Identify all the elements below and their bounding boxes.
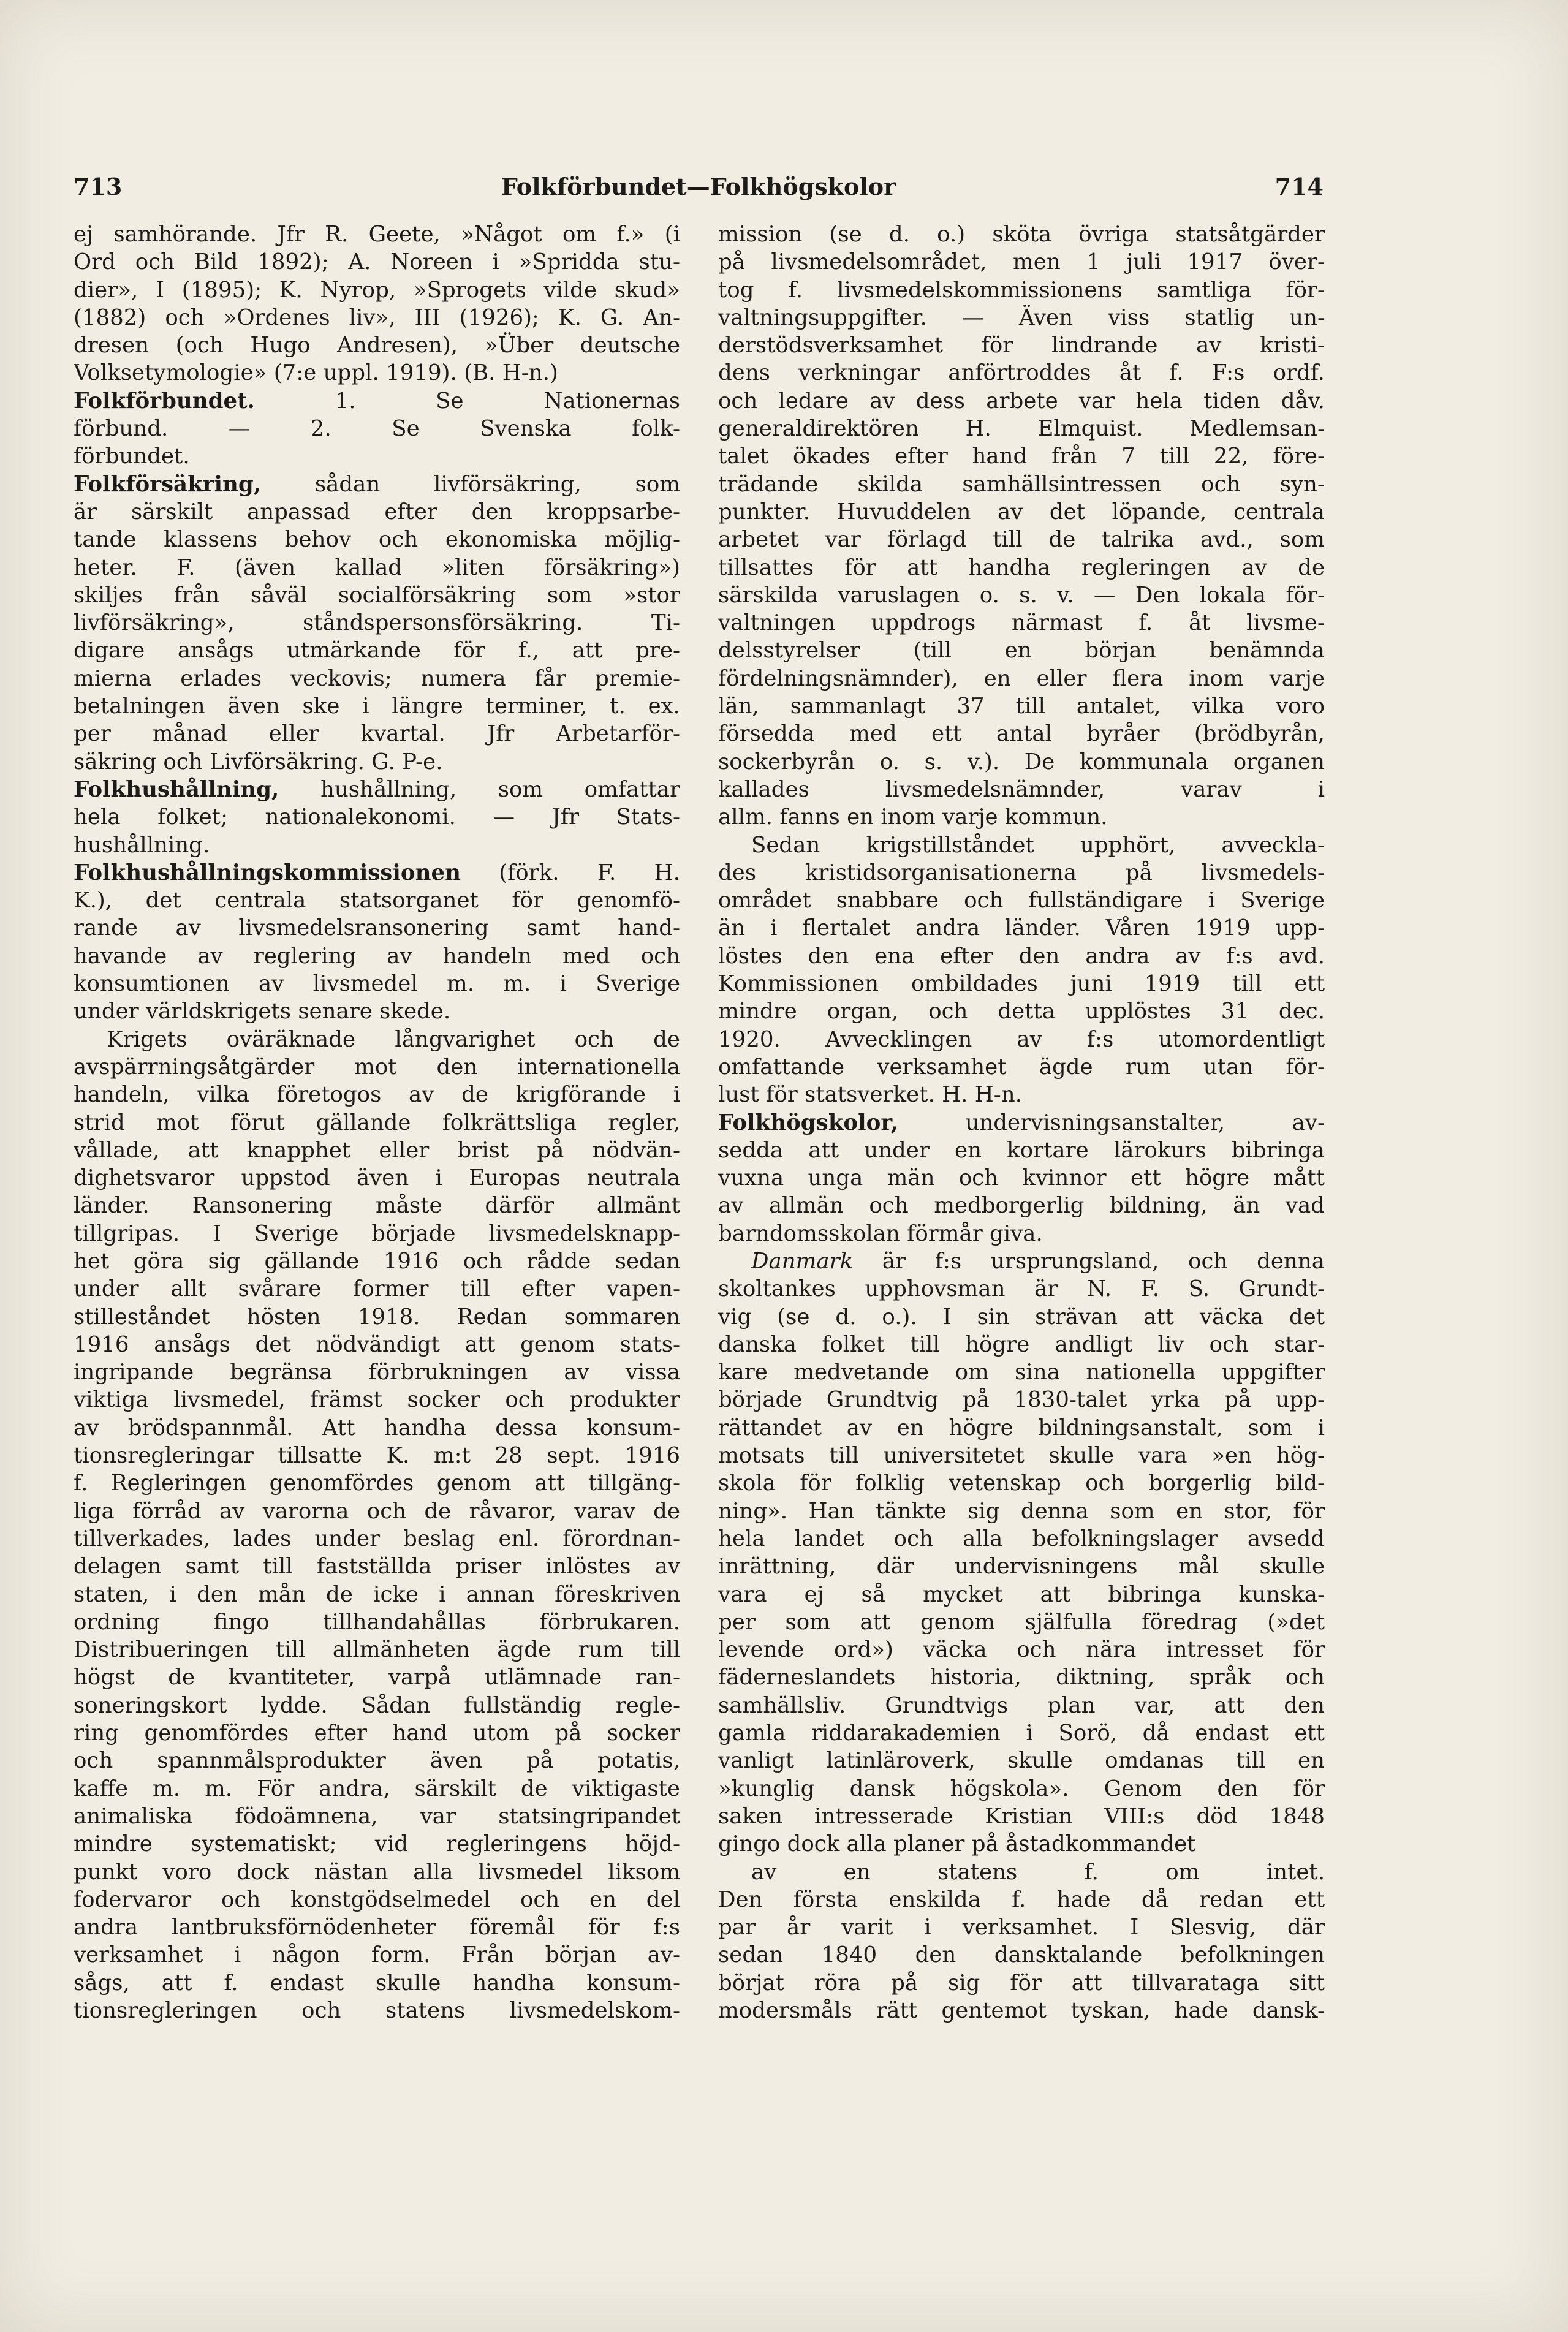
- text-line: het göra sig gällande 1916 och rådde sedan: [74, 1248, 680, 1274]
- text-line: saken intresserade Kristian VIII:s död 1848: [718, 1803, 1325, 1829]
- text-line: (1882) och »Ordenes liv», III (1926); K. G. An-: [74, 305, 680, 330]
- text-line: skiljes från såväl socialförsäkring som »stor: [74, 582, 680, 608]
- text-line: länder. Ransonering måste därför allmänt: [74, 1193, 680, 1219]
- text-line: ring genomfördes efter hand utom på socker: [74, 1721, 680, 1746]
- page-number-right: 714: [1274, 173, 1324, 200]
- text-line: fäderneslandets historia, diktning, språk och: [718, 1665, 1325, 1690]
- text-line: tionsregleringen och statens livsmedelskom-: [74, 1998, 680, 2023]
- text-line: »kunglig dansk högskola». Genom den för: [718, 1776, 1325, 1801]
- text-line: handeln, vilka företogos av de krigförande i: [74, 1082, 680, 1108]
- text-line: motsats till universitetet skulle vara »en hög-: [718, 1443, 1325, 1469]
- text-line: verksamhet i någon form. Från början av-: [74, 1942, 680, 1968]
- text-line: liga förråd av varorna och de råvaror, varav de: [74, 1498, 680, 1524]
- text-line: Ord och Bild 1892); A. Noreen i »Spridda stu-: [74, 249, 680, 275]
- text-line: derstödsverksamhet för lindrande av kristi-: [718, 333, 1325, 358]
- text-line: börjat röra på sig för att tillvarataga sitt: [718, 1970, 1325, 1996]
- text-line: strid mot förut gällande folkrättsliga regler,: [74, 1110, 680, 1135]
- text-line: per månad eller kvartal. Jfr Arbetarför-: [74, 721, 680, 747]
- text-line: dresen (och Hugo Andresen), »Über deutsche: [74, 333, 680, 358]
- text-line: allm. fanns en inom varje kommun.: [718, 804, 1108, 830]
- text-line: rande av livsmedelsransonering samt hand-: [74, 915, 680, 941]
- left-column: [74, 221, 680, 2024]
- text-line: arbetet var förlagd till de talrika avd., som: [718, 527, 1325, 553]
- text-line: Sedan krigstillståndet upphört, avveckla-: [751, 832, 1325, 858]
- text-line: av allmän och medborgerlig bildning, än vad: [718, 1193, 1325, 1219]
- text-line: hela folket; nationalekonomi. — Jfr Stats-: [74, 804, 680, 830]
- text-line: vara ej så mycket att bibringa kunska-: [718, 1581, 1325, 1607]
- text-line: punkter. Huvuddelen av det löpande, centrala: [718, 499, 1325, 524]
- text-line: inrättning, där undervisningens mål skulle: [718, 1554, 1325, 1580]
- text-line: stilleståndet hösten 1918. Redan sommaren: [74, 1304, 680, 1330]
- text-line: försedda med ett antal byråer (brödbyrån,: [718, 721, 1325, 747]
- text-line: dighetsvaror uppstod även i Europas neutrala: [74, 1165, 680, 1191]
- text-line: digare ansågs utmärkande för f., att pre-: [74, 638, 680, 664]
- text-line: fodervaror och konstgödselmedel och en del: [74, 1887, 680, 1912]
- text-line: 1916 ansågs det nödvändigt att genom stats-: [74, 1331, 680, 1357]
- text-line: Krigets oväräknade långvarighet och de: [107, 1026, 680, 1052]
- text-line: av brödspannmål. Att handha dessa konsum-: [74, 1415, 680, 1440]
- text-line: Kommissionen ombildades juni 1919 till ett: [718, 971, 1325, 997]
- text-line: särskilda varuslagen o. s. v. — Den lokala för-: [718, 582, 1325, 608]
- text-line: hela landet och alla befolkningslager avsedd: [718, 1526, 1325, 1551]
- text-line: gamla riddarakademien i Sorö, då endast ett: [718, 1721, 1325, 1746]
- text-line: livförsäkring», ståndspersonsförsäkring. Ti-: [74, 610, 680, 636]
- text-line: sockerbyrån o. s. v.). De kommunala organen: [718, 749, 1325, 774]
- text-line: konsumtionen av livsmedel m. m. i Sverige: [74, 971, 680, 997]
- right-column: [718, 221, 1325, 2024]
- text-line: Folkhushållningskommissionen (förk. F. H.: [74, 860, 680, 885]
- running-title: Folkförbundet—Folkhögskolor: [501, 173, 896, 200]
- text-line: Folkförsäkring, sådan livförsäkring, som: [74, 471, 680, 497]
- text-line: des kristidsorganisationerna på livsmedels-: [718, 860, 1325, 885]
- text-line: ning». Han tänkte sig denna som en stor, för: [718, 1498, 1325, 1524]
- text-line: och spannmålsprodukter även på potatis,: [74, 1748, 680, 1774]
- text-line: animaliska födoämnena, var statsingripandet: [74, 1803, 680, 1829]
- text-line: mindre organ, och detta upplöstes 31 dec.: [718, 999, 1325, 1024]
- text-line: sedan 1840 den dansktalande befolkningen: [718, 1942, 1325, 1968]
- text-line: valtningen uppdrogs närmast f. åt livsme-: [718, 610, 1325, 636]
- text-line: än i flertalet andra länder. Våren 1919 upp-: [718, 915, 1325, 941]
- text-line: fördelningsnämnder), en eller flera inom varje: [718, 665, 1325, 691]
- text-line: andra lantbruksförnödenheter föremål för f:s: [74, 1915, 680, 1940]
- text-line: K.), det centrala statsorganet för genomfö-: [74, 888, 680, 914]
- text-line: tog f. livsmedelskommissionens samtliga för-: [718, 277, 1325, 303]
- text-line: gingo dock alla planer på åstadkommandet: [718, 1831, 1196, 1857]
- text-line: sedda att under en kortare lärokurs bibringa: [718, 1137, 1325, 1163]
- text-line: ingripande begränsa förbrukningen av vissa: [74, 1360, 680, 1385]
- text-line: tillgripas. I Sverige började livsmedelsknapp-: [74, 1221, 680, 1246]
- text-line: valtningsuppgifter. — Även viss statlig un-: [718, 305, 1325, 330]
- text-line: skoltankes upphovsman är N. F. S. Grundt-: [718, 1276, 1325, 1302]
- text-line: lust för statsverket. H. H-n.: [718, 1082, 1022, 1108]
- text-line: trädande skilda samhällsintressen och syn-: [718, 471, 1325, 497]
- text-line: vållade, att knapphet eller brist på nödvän-: [74, 1137, 680, 1163]
- text-line: avspärrningsåtgärder mot den internationella: [74, 1054, 680, 1080]
- text-line: mierna erlades veckovis; numera får premie-: [74, 665, 680, 691]
- text-line: och ledare av dess arbete var hela tiden dåv.: [718, 388, 1325, 414]
- text-line: av en statens f. om intet.: [751, 1859, 1325, 1885]
- text-line: ordning fingo tillhandahållas förbrukaren.: [74, 1609, 680, 1635]
- text-line: mission (se d. o.) sköta övriga statsåtgärder: [718, 222, 1325, 247]
- text-line: dier», I (1895); K. Nyrop, »Sprogets vilde skud»: [74, 277, 680, 303]
- text-line: omfattande verksamhet ägde rum utan för-: [718, 1054, 1325, 1080]
- text-line: samhällsliv. Grundtvigs plan var, att den: [718, 1692, 1325, 1718]
- text-line: tillsattes för att handha regleringen av de: [718, 555, 1325, 580]
- text-line: under allt svårare former till efter vapen-: [74, 1276, 680, 1302]
- text-line: punkt voro dock nästan alla livsmedel liksom: [74, 1859, 680, 1885]
- text-line: f. Regleringen genomfördes genom att tillgäng-: [74, 1471, 680, 1496]
- text-line: Distribueringen till allmänheten ägde rum till: [74, 1637, 680, 1663]
- text-line: delsstyrelser (till en början benämnda: [718, 638, 1325, 664]
- text-line: under världskrigets senare skede.: [74, 999, 451, 1024]
- text-line: vuxna unga män och kvinnor ett högre mått: [718, 1165, 1325, 1191]
- text-line: tande klassens behov och ekonomiska möjlig-: [74, 527, 680, 553]
- text-line: förbundet.: [74, 444, 190, 469]
- text-line: levende ord») väcka och nära intresset för: [718, 1637, 1325, 1663]
- text-line: började Grundtvig på 1830-talet yrka på upp-: [718, 1387, 1325, 1413]
- text-line: rättandet av en högre bildningsanstalt, som i: [718, 1415, 1325, 1440]
- text-line: Den första enskilda f. hade då redan ett: [718, 1887, 1325, 1912]
- text-line: Folkhushållning, hushållning, som omfattar: [74, 776, 680, 802]
- text-line: högst de kvantiteter, varpå utlämnade ran-: [74, 1665, 680, 1690]
- text-line: vanligt latinläroverk, skulle omdanas till en: [718, 1748, 1325, 1774]
- text-line: 1920. Avvecklingen av f:s utomordentligt: [718, 1026, 1325, 1052]
- text-line: soneringskort lydde. Sådan fullständig regle-: [74, 1692, 680, 1718]
- text-line: par år varit i verksamhet. I Slesvig, där: [718, 1915, 1325, 1940]
- text-line: säkring och Livförsäkring. G. P-e.: [74, 749, 443, 774]
- text-line: dens verkningar anförtroddes åt f. F:s ordf.: [718, 360, 1325, 386]
- page-header: [74, 173, 1324, 216]
- text-line: danska folket till högre andligt liv och star-: [718, 1331, 1325, 1357]
- text-line: Folkförbundet. 1. Se Nationernas: [74, 388, 680, 414]
- text-line: havande av reglering av handeln med och: [74, 943, 680, 969]
- text-line: sågs, att f. endast skulle handha konsum-: [74, 1970, 680, 1996]
- text-line: modersmåls rätt gentemot tyskan, hade dansk-: [718, 1998, 1325, 2023]
- text-line: mindre systematiskt; vid regleringens höjd-: [74, 1831, 680, 1857]
- text-line: heter. F. (även kallad »liten försäkring»): [74, 555, 680, 580]
- text-line: är särskilt anpassad efter den kroppsarbe-: [74, 499, 680, 524]
- text-line: staten, i den mån de icke i annan föreskriven: [74, 1581, 680, 1607]
- text-line: på livsmedelsområdet, men 1 juli 1917 över-: [718, 249, 1325, 275]
- text-line: per som att genom själfulla föredrag (»det: [718, 1609, 1325, 1635]
- text-line: tionsregleringar tillsatte K. m:t 28 sept. 1916: [74, 1443, 680, 1469]
- text-line: kare medvetande om sina nationella uppgifter: [718, 1360, 1325, 1385]
- text-line: området snabbare och fullständigare i Sverige: [718, 888, 1325, 914]
- text-line: hushållning.: [74, 832, 210, 858]
- text-line: ej samhörande. Jfr R. Geete, »Något om f.» (i: [74, 222, 680, 247]
- text-line: Folkhögskolor, undervisningsanstalter, av-: [718, 1110, 1325, 1135]
- text-line: barndomsskolan förmår giva.: [718, 1221, 1043, 1246]
- text-line: skola för folklig vetenskap och borgerlig bild-: [718, 1471, 1325, 1496]
- text-line: tillverkades, lades under beslag enl. förordnan-: [74, 1526, 680, 1551]
- text-line: Danmark är f:s ursprungsland, och denna: [751, 1248, 1325, 1274]
- text-line: löstes den ena efter den andra av f:s avd.: [718, 943, 1325, 969]
- text-line: Volksetymologie» (7:e uppl. 1919). (B. H-n.): [74, 360, 558, 386]
- text-line: län, sammanlagt 37 till antalet, vilka voro: [718, 694, 1325, 719]
- text-line: generaldirektören H. Elmquist. Medlemsan-: [718, 416, 1325, 442]
- text-line: kaffe m. m. För andra, särskilt de viktigaste: [74, 1776, 680, 1801]
- text-line: viktiga livsmedel, främst socker och produkter: [74, 1387, 680, 1413]
- text-line: kallades livsmedelsnämnder, varav i: [718, 776, 1325, 802]
- text-line: förbund. — 2. Se Svenska folk-: [74, 416, 680, 442]
- page-number-left: 713: [74, 173, 123, 200]
- text-line: delagen samt till fastställda priser inlöstes av: [74, 1554, 680, 1580]
- text-line: talet ökades efter hand från 7 till 22, före-: [718, 444, 1325, 469]
- text-line: betalningen även ske i längre terminer, t. ex.: [74, 694, 680, 719]
- text-line: vig (se d. o.). I sin strävan att väcka det: [718, 1304, 1325, 1330]
